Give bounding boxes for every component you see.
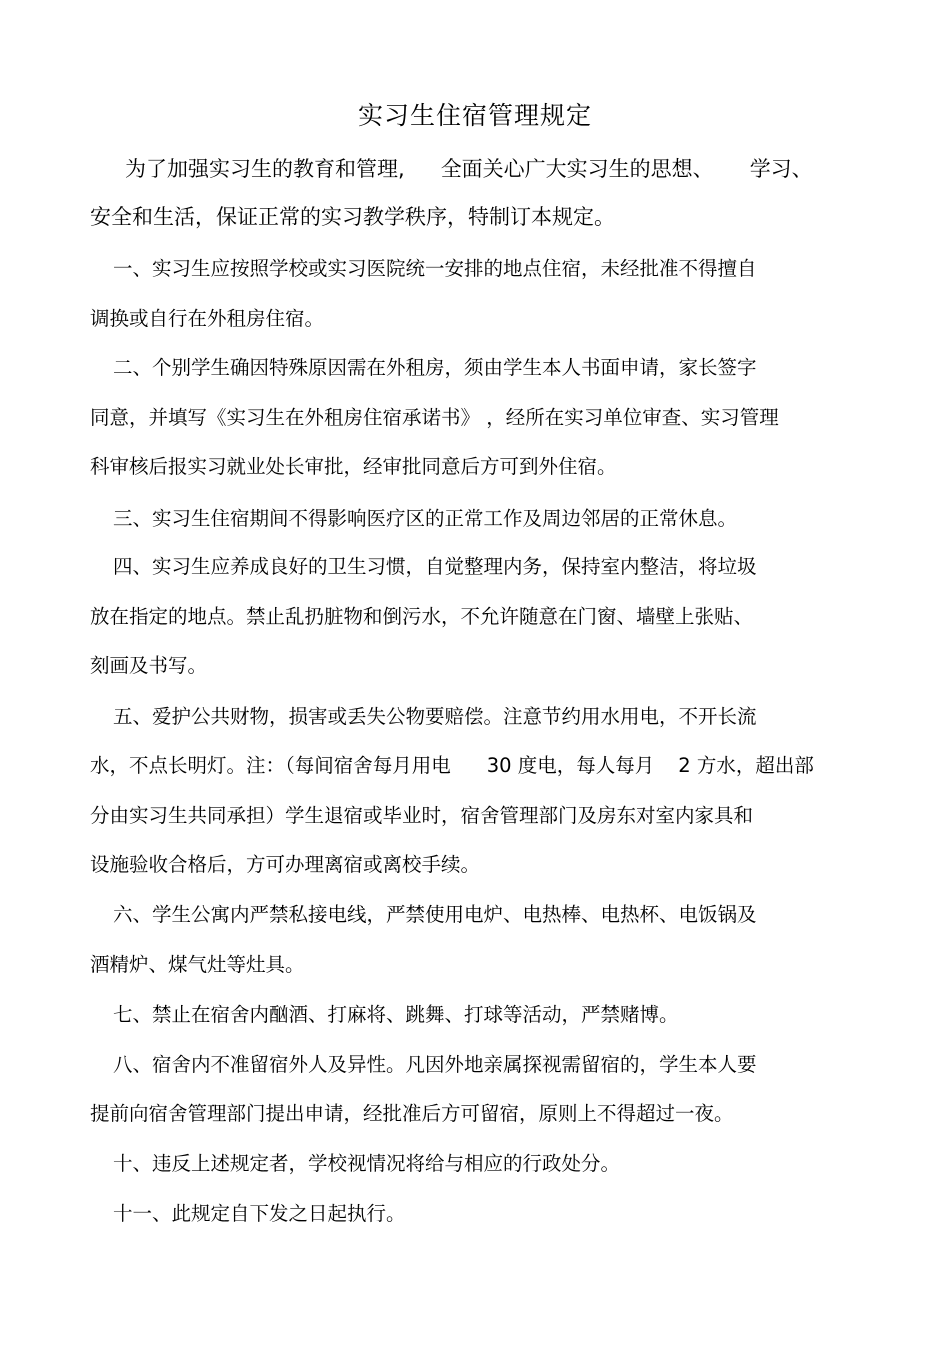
intro-text-c: 学习、 [749, 157, 813, 181]
rule-5-text-b: 30 度电，每人每月 [486, 754, 655, 777]
rule-3-line-1: 三、实习生住宿期间不得影响医疗区的正常工作及周边邻居的正常休息。 [113, 507, 738, 530]
intro-text-a: 为了加强实习生的教育和管理, [125, 157, 405, 181]
rule-2-line-3: 科审核后报实习就业处长审批，经审批同意后方可到外住宿。 [90, 455, 617, 478]
rule-5-line-4: 设施验收合格后，方可办理离宿或离校手续。 [90, 853, 481, 876]
rule-5-line-3: 分由实习生共同承担）学生退宿或毕业时，宿舍管理部门及房东对室内家具和 [90, 804, 754, 827]
rule-2-line-1: 二、个别学生确因特殊原因需在外租房，须由学生本人书面申请，家长签字 [113, 356, 757, 379]
rule-11-line-1: 十一、此规定自下发之日起执行。 [113, 1202, 406, 1225]
intro-line-1 [125, 154, 813, 184]
rule-8-line-1: 八、宿舍内不准留宿外人及异性。凡因外地亲属探视需留宿的，学生本人要 [113, 1053, 757, 1076]
rule-8-line-2: 提前向宿舍管理部门提出申请，经批准后方可留宿，原则上不得超过一夜。 [90, 1102, 734, 1125]
rule-2-line-2: 同意，并填写《实习生在外租房住宿承诺书》 ，经所在实习单位审查、实习管理 [90, 406, 779, 429]
intro-text-b: 全面关心广大实习生的思想、 [440, 157, 714, 181]
rule-5-line-1: 五、爱护公共财物，损害或丢失公物要赔偿。注意节约用水用电，不开长流 [113, 705, 757, 728]
rule-6-line-2: 酒精炉、煤气灶等灶具。 [90, 953, 305, 976]
rule-5-text-a: 水，不点长明灯。注：（每间宿舍每月用电 [90, 754, 451, 777]
rule-1-line-2: 调换或自行在外租房住宿。 [90, 307, 325, 330]
rule-10-line-1: 十、违反上述规定者，学校视情况将给与相应的行政处分。 [113, 1152, 621, 1175]
rule-4-line-1: 四、实习生应养成良好的卫生习惯，自觉整理内务，保持室内整洁，将垃圾 [113, 555, 757, 578]
rule-5-text-c: 2 方水，超出部 [678, 754, 814, 777]
intro-line-2: 安全和生活，保证正常的实习教学秩序，特制订本规定。 [90, 205, 615, 229]
rule-4-line-2: 放在指定的地点。禁止乱扔脏物和倒污水，不允许随意在门窗、墙壁上张贴、 [90, 605, 754, 628]
rule-7-line-1: 七、禁止在宿舍内酗酒、打麻将、跳舞、打球等活动，严禁赌博。 [113, 1003, 679, 1026]
rule-1-line-1: 一、实习生应按照学校或实习医院统一安排的地点住宿，未经批准不得擅自 [113, 257, 757, 280]
rule-5-line-2 [90, 751, 814, 781]
document-title: 实习生住宿管理规定 [357, 101, 592, 130]
rule-6-line-1: 六、学生公寓内严禁私接电线，严禁使用电炉、电热棒、电热杯、电饭锅及 [113, 903, 757, 926]
rule-4-line-3: 刻画及书写。 [90, 654, 208, 677]
